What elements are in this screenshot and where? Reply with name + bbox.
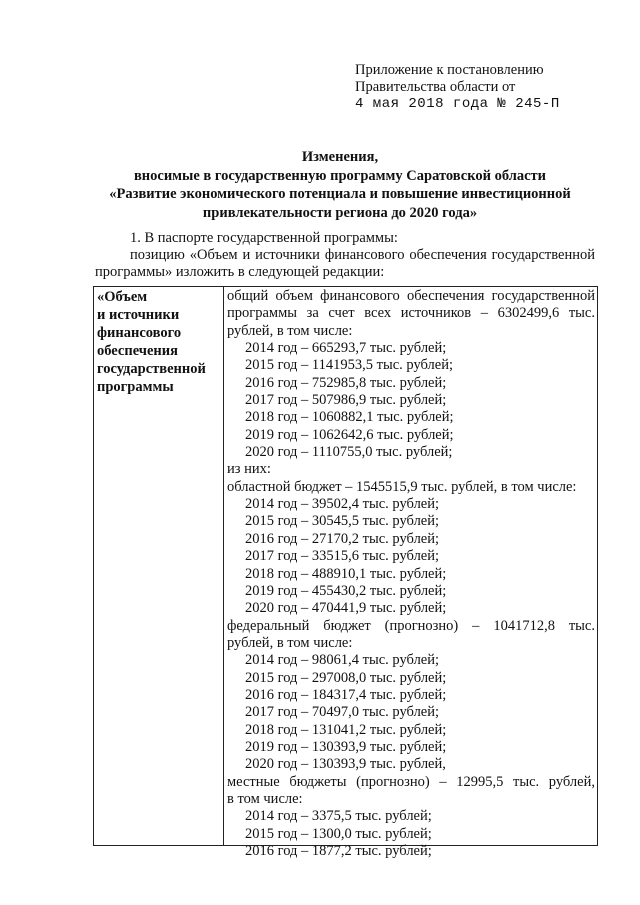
table-right-line: общий объем финансового обеспечения государственной [227, 288, 595, 304]
table-left-line: обеспечения [97, 343, 178, 359]
annex-block [355, 62, 560, 113]
table-left-line: государственной [97, 361, 206, 377]
table-right-line: 2020 год – 1110755,0 тыс. рублей; [245, 444, 453, 461]
table-right-line: 2019 год – 455430,2 тыс. рублей; [245, 582, 447, 599]
table-right-line: 2018 год – 1060882,1 тыс. рублей; [245, 409, 454, 426]
table-left-line: программы [97, 379, 174, 395]
table-right-line: 2014 год – 98061,4 тыс. рублей; [245, 652, 440, 669]
annex-line-2: Правительства области от [355, 79, 516, 95]
table-right-line: местные бюджеты (прогнозно) – 12995,5 тыс. рублей, [227, 773, 595, 790]
table-right-line: 2019 год – 130393,9 тыс. рублей; [245, 738, 447, 755]
table-left-line: «Объем [97, 289, 148, 305]
table-right-line: 2015 год – 1300,0 тыс. рублей; [245, 825, 432, 842]
table-right-line: 2014 год – 39502,4 тыс. рублей; [245, 496, 440, 513]
title-line-4: привлекательности региона до 2020 года» [202, 204, 478, 221]
intro-paragraph-2: позицию «Объем и источники финансового обеспечения государственной программы» изложить в следующей редакции: [95, 247, 595, 280]
table-right-line: 2017 год – 507986,9 тыс. рублей; [245, 392, 447, 409]
table-right-line: 2020 год – 130393,9 тыс. рублей, [245, 756, 446, 773]
table-column-divider [223, 287, 224, 845]
table-right-line: 2016 год – 27170,2 тыс. рублей; [245, 530, 440, 547]
table-right-line: федеральный бюджет (прогнозно) – 1041712,8 тыс. [227, 617, 595, 634]
table-right-line: 2017 год – 33515,6 тыс. рублей; [245, 548, 440, 565]
table-right-line: 2019 год – 1062642,6 тыс. рублей; [245, 426, 454, 443]
title-line-3: «Развитие экономического потенциала и повышение инвестиционной [109, 186, 571, 202]
table-right-line: 2020 год – 470441,9 тыс. рублей; [245, 600, 447, 617]
table-right-cell [227, 288, 595, 860]
table-left-line: финансового [97, 325, 182, 341]
table-right-line: 2017 год – 70497,0 тыс. рублей; [245, 704, 440, 721]
table-right-line: 2014 год – 3375,5 тыс. рублей; [245, 808, 432, 825]
table-right-line: 2015 год – 30545,5 тыс. рублей; [245, 513, 440, 530]
title-line-2: вносимые в государственную программу Саратовской области [133, 167, 547, 184]
intro-paragraph-1: 1. В паспорте государственной программы: [130, 230, 398, 246]
title-line-1: Изменения, [301, 149, 379, 165]
funding-table [93, 286, 598, 859]
document-title [60, 148, 620, 222]
table-right-line: 2016 год – 184317,4 тыс. рублей; [245, 686, 447, 703]
table-right-line: 2014 год – 665293,7 тыс. рублей; [245, 340, 447, 357]
table-right-line: областной бюджет – 1545515,9 тыс. рублей, в том числе: [227, 478, 577, 495]
table-right-line: 2016 год – 1877,2 тыс. рублей; [245, 843, 432, 859]
annex-date-stamp: 4 мая 2018 года № 245-П [355, 96, 560, 112]
table-right-line: в том числе: [227, 790, 303, 807]
table-right-line: из них: [227, 461, 271, 478]
table-right-line: 2015 год – 1141953,5 тыс. рублей; [245, 357, 453, 374]
table-left-cell [97, 288, 222, 396]
annex-line-1: Приложение к постановлению [355, 62, 544, 78]
table-right-line: рублей, в том числе: [227, 634, 353, 651]
table-right-line: 2016 год – 752985,8 тыс. рублей; [245, 374, 447, 391]
table-right-line: рублей, в том числе: [227, 322, 353, 339]
table-right-line: программы за счет всех источников – 6302499,6 тыс. [227, 305, 595, 322]
table-right-line: 2018 год – 488910,1 тыс. рублей; [245, 565, 447, 582]
table-right-line: 2015 год – 297008,0 тыс. рублей; [245, 669, 447, 686]
table-left-line: и источники [97, 307, 180, 323]
table-right-line: 2018 год – 131041,2 тыс. рублей; [245, 721, 447, 738]
intro-text [95, 230, 595, 281]
